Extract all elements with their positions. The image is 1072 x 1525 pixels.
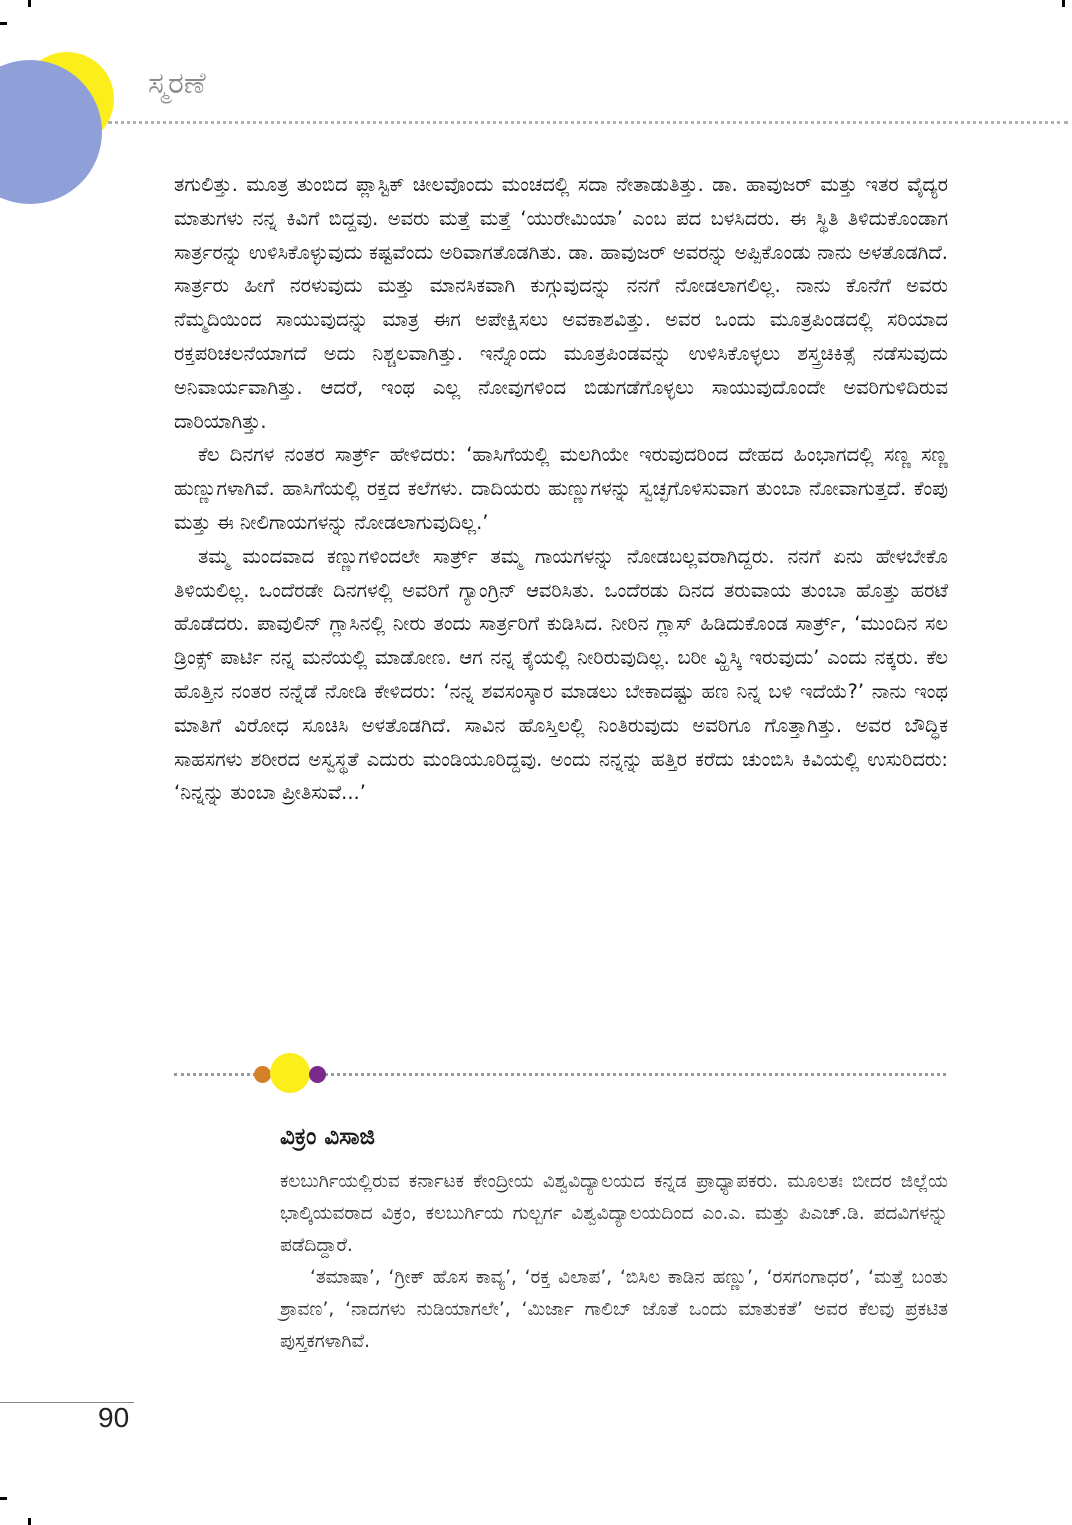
author-bio-paragraph: ಕಲಬುರ್ಗಿಯಲ್ಲಿರುವ ಕರ್ನಾಟಕ ಕೇಂದ್ರೀಯ ವಿಶ್ವವಿದ್ಯಾಲಯದ ಕನ್ನಡ ಪ್ರಾಧ್ಯಾಪಕರು. ಮೂಲತಃ ಬೀದರ ಜಿಲ್ಲೆಯ ಭಾಲ್ಕಿಯವರಾದ ವಿಕ್ರಂ, ಕಲಬುರ್ಗಿಯ ಗುಲ್ಬರ್ಗ ವಿಶ್ವವಿದ್ಯಾಲಯದಿಂದ ಎಂ.ಎ. ಮತ್ತು ಪಿಎಚ್.ಡಿ. ಪದವಿಗಳನ್ನು ಪಡೆದಿದ್ದಾರೆ.: [280, 1171, 948, 1256]
section-title: ಸ್ಮರಣೆ: [148, 66, 206, 101]
separator-yellow-dot: [270, 1053, 310, 1093]
author-name: ವಿಕ್ರಂ ವಿಸಾಜಿ: [280, 1124, 375, 1150]
separator-orange-dot: [254, 1066, 271, 1083]
author-bio-paragraph: ‘ತಮಾಷಾ’, ‘ಗ್ರೀಕ್ ಹೊಸ ಕಾವ್ಯ’, ‘ರಕ್ತ ವಿಲಾಪ’, ‘ಬಿಸಿಲ ಕಾಡಿನ ಹಣ್ಣು’, ‘ರಸಗಂಗಾಧರ’, ‘ಮತ್ತೆ ಬಂತು ಶ್ರಾವಣ’, ‘ನಾದಗಳು ನುಡಿಯಾಗಲೇ’, ‘ಮಿರ್ಜಾ ಗಾಲಿಬ್ ಜೊತೆ ಒಂದು ಮಾತುಕತೆ’ ಅವರ ಕೆಲವು ಪ್ರಕಟಿತ ಪುಸ್ತಕಗಳಾಗಿವೆ.: [280, 1267, 948, 1352]
separator-purple-dot: [309, 1066, 326, 1083]
body-paragraph: ತಮ್ಮ ಮಂದವಾದ ಕಣ್ಣುಗಳಿಂದಲೇ ಸಾರ್ತ್ರ್ ತಮ್ಮ ಗಾಯಗಳನ್ನು ನೋಡಬಲ್ಲವರಾಗಿದ್ದರು. ನನಗೆ ಏನು ಹೇಳಬೇಕೊ ತಿಳಿಯಲಿಲ್ಲ. ಒಂದೆರಡೇ ದಿನಗಳಲ್ಲಿ ಅವರಿಗೆ ಗ್ಯಾಂಗ್ರಿನ್ ಆವರಿಸಿತು. ಒಂದೆರಡು ದಿನದ ತರುವಾಯ ತುಂಬಾ ಹೊತ್ತು ಹರಟೆ ಹೊಡೆದರು. ಪಾವುಲಿನ್ ಗ್ಲಾಸಿನಲ್ಲಿ ನೀರು ತಂದು ಸಾರ್ತ್ರರಿಗೆ ಕುಡಿಸಿದ. ನೀರಿನ ಗ್ಲಾಸ್ ಹಿಡಿದುಕೊಂಡ ಸಾರ್ತ್ರ್, ‘ಮುಂದಿನ ಸಲ ಡ್ರಿಂಕ್ಸ್ ಪಾರ್ಟಿ ನನ್ನ ಮನೆಯಲ್ಲಿ ಮಾಡೋಣ. ಆಗ ನನ್ನ ಕೈಯಲ್ಲಿ ನೀರಿರುವುದಿಲ್ಲ. ಬರೀ ವ್ಹಿಸ್ಕಿ ಇರುವುದು’ ಎಂದು ನಕ್ಕರು. ಕೆಲ ಹೊತ್ತಿನ ನಂತರ ನನ್ನೆಡೆ ನೋಡಿ ಕೇಳಿದರು: ‘ನನ್ನ ಶವಸಂಸ್ಕಾರ ಮಾಡಲು ಬೇಕಾದಷ್ಟು ಹಣ ನಿನ್ನ ಬಳಿ ಇದೆಯೆ?’ ನಾನು ಇಂಥ ಮಾತಿಗೆ ವಿರೋಧ ಸೂಚಿಸಿ ಅಳತೊಡಗಿದೆ. ಸಾವಿನ ಹೊಸ್ತಿಲಲ್ಲಿ ನಿಂತಿರುವುದು ಅವರಿಗೂ ಗೊತ್ತಾಗಿತ್ತು. ಅವರ ಬೌದ್ಧಿಕ ಸಾಹಸಗಳು ಶರೀರದ ಅಸ್ವಸ್ಥತೆ ಎದುರು ಮಂಡಿಯೂರಿದ್ದವು. ಅಂದು ನನ್ನನ್ನು ಹತ್ತಿರ ಕರೆದು ಚುಂಬಿಸಿ ಕಿವಿಯಲ್ಲಿ ಉಸುರಿದರು: ‘ನಿನ್ನನ್ನು ತುಂಬಾ ಪ್ರೀತಿಸುವೆ...’: [174, 544, 948, 805]
crop-mark-top-left: [0, 22, 7, 25]
crop-mark-bottom-center: [28, 1518, 31, 1525]
page-number: 90: [98, 1402, 130, 1433]
crop-mark-top-right: [1062, 0, 1065, 7]
crop-mark-top-center: [28, 0, 31, 7]
body-text: [174, 168, 948, 810]
author-bio: [280, 1166, 948, 1358]
crop-mark-bottom-left: [0, 1497, 7, 1500]
header-dotted-rule: [108, 121, 1068, 124]
body-paragraph: ತಗುಲಿತ್ತು. ಮೂತ್ರ ತುಂಬಿದ ಪ್ಲಾಸ್ಟಿಕ್ ಚೀಲವೊಂದು ಮಂಚದಲ್ಲಿ ಸದಾ ನೇತಾಡುತಿತ್ತು. ಡಾ. ಹಾವುಜರ್ ಮತ್ತು ಇತರ ವೈದ್ಯರ ಮಾತುಗಳು ನನ್ನ ಕಿವಿಗೆ ಬಿದ್ದವು. ಅವರು ಮತ್ತೆ ಮತ್ತೆ ‘ಯುರೇಮಿಯಾ’ ಎಂಬ ಪದ ಬಳಸಿದರು. ಈ ಸ್ಥಿತಿ ತಿಳಿದುಕೊಂಡಾಗ ಸಾರ್ತ್ರರನ್ನು ಉಳಿಸಿಕೊಳ್ಳುವುದು ಕಷ್ಟವೆಂದು ಅರಿವಾಗತೊಡಗಿತು. ಡಾ. ಹಾವುಜರ್ ಅವರನ್ನು ಅಪ್ಪಿಕೊಂಡು ನಾನು ಅಳತೊಡಗಿದೆ. ಸಾರ್ತ್ರರು ಹೀಗೆ ನರಳುವುದು ಮತ್ತು ಮಾನಸಿಕವಾಗಿ ಕುಗ್ಗುವುದನ್ನು ನನಗೆ ನೋಡಲಾಗಲಿಲ್ಲ. ನಾನು ಕೊನೆಗೆ ಅವರು ನೆಮ್ಮದಿಯಿಂದ ಸಾಯುವುದನ್ನು ಮಾತ್ರ ಈಗ ಅಪೇಕ್ಷಿಸಲು ಅವಕಾಶವಿತ್ತು. ಅವರ ಒಂದು ಮೂತ್ರಪಿಂಡದಲ್ಲಿ ಸರಿಯಾದ ರಕ್ತಪರಿಚಲನೆಯಾಗದೆ ಅದು ನಿಶ್ಚಲವಾಗಿತ್ತು. ಇನ್ನೊಂದು ಮೂತ್ರಪಿಂಡವನ್ನು ಉಳಿಸಿಕೊಳ್ಳಲು ಶಸ್ತ್ರಚಿಕಿತ್ಸೆ ನಡೆಸುವುದು ಅನಿವಾರ್ಯವಾಗಿತ್ತು. ಆದರೆ, ಇಂಥ ಎಲ್ಲ ನೋವುಗಳಿಂದ ಬಿಡುಗಡೆಗೊಳ್ಳಲು ಸಾಯುವುದೊಂದೇ ಅವರಿಗುಳಿದಿರುವ ದಾರಿಯಾಗಿತ್ತು.: [174, 173, 948, 433]
body-paragraph: ಕೆಲ ದಿನಗಳ ನಂತರ ಸಾರ್ತ್ರ್ ಹೇಳಿದರು: ‘ಹಾಸಿಗೆಯಲ್ಲಿ ಮಲಗಿಯೇ ಇರುವುದರಿಂದ ದೇಹದ ಹಿಂಭಾಗದಲ್ಲಿ ಸಣ್ಣ ಸಣ್ಣ ಹುಣ್ಣುಗಳಾಗಿವೆ. ಹಾಸಿಗೆಯಲ್ಲಿ ರಕ್ತದ ಕಲೆಗಳು. ದಾದಿಯರು ಹುಣ್ಣುಗಳನ್ನು ಸ್ವಚ್ಛಗೊಳಿಸುವಾಗ ತುಂಬಾ ನೋವಾಗುತ್ತದೆ. ಕೆಂಪು ಮತ್ತು ಈ ನೀಲಿಗಾಯಗಳನ್ನು ನೋಡಲಾಗುವುದಿಲ್ಲ.’: [174, 443, 948, 534]
